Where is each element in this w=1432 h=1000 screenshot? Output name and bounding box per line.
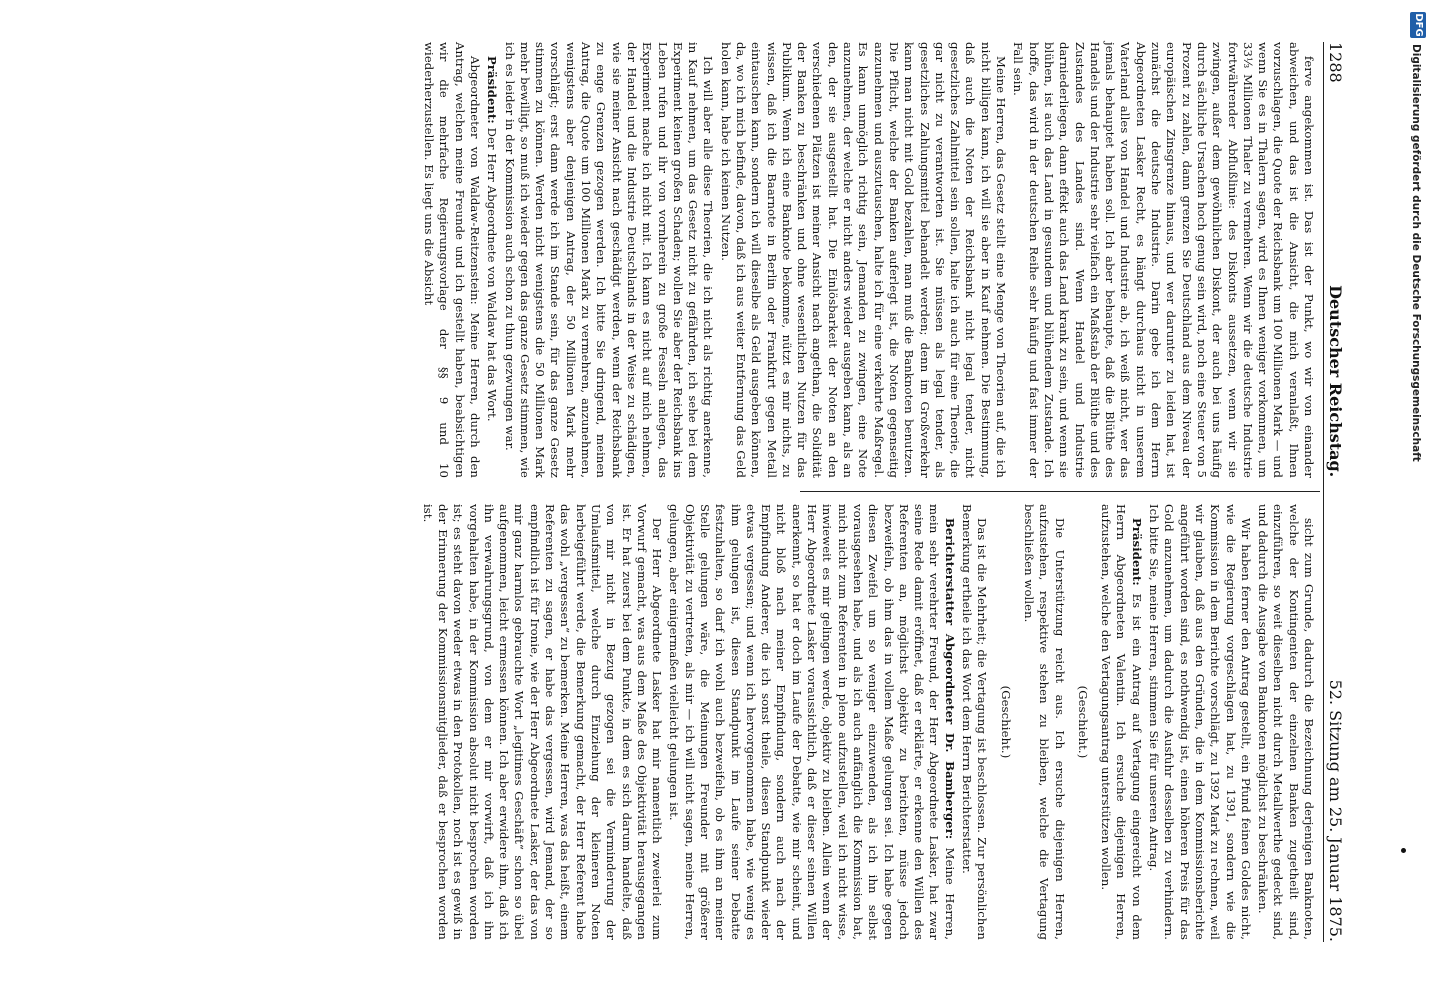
paragraph-text: Die Unterstützung reicht aus. Ich ersuche diejenigen Herren, aufzustehen, respektive stehen zu bleiben, welche die Vertagung beschließen wollen.	[1021, 504, 1067, 940]
paragraph-text: Es ist ein Antrag auf Vertagung eingereicht von dem Herrn Abgeordneten Valentin. Ich ersuche diejenigen Herren, aufzustehen, welche den Vertagungsantrag unterstützen wollen.	[1099, 504, 1144, 940]
paragraph-text: sicht zum Grunde, dadurch die Bezeichnung derjenigen Banknoten, welche der Kontingenten der einzelnen Banken zugetheilt sind, einzuführen, so weit dieselben nicht durch Metallwerthe gedeckt sind, und dadurch die Ausgabe von Banknoten möglichst zu beschränken.	[1256, 504, 1316, 940]
paragraph-text: (Geschieht.)	[1075, 685, 1090, 759]
paragraph	[717, 42, 1008, 478]
right-text-column	[420, 504, 1316, 940]
paragraph	[666, 504, 957, 940]
dfg-sidebar	[1408, 6, 1428, 996]
paragraph-text: Das ist die Mehrheit; die Vertagung ist beschlossen. Zur persönlichen Bemerkung ertheile ich das Wort dem Herrn Berichterstatter.	[960, 504, 990, 940]
paragraph-text: Meine Herren, mein sehr verehrter Freund, der Herr Abgeordnete Lasker, hat zwar seine Rede damit eröffnet, daß er erklärte, er erkenne den Willen des Referenten an, möglichst objektiv zu berichten, müsse jedoch bezweifeln, ob ihm das in vollem Maße gelungen sei. Ich habe gegen diesen Zweifel um so weniger einzuwenden, als ich ihn selbst vorausgesehen habe, und als ich auch anfänglich die Kommission bat, mich nicht zum Referenten in pleno aufzustellen, weil ich nicht wisse, inwieweit es mir gelingen werde, objektiv zu bleiben. Allein wenn der Herr Abgeordnete Lasker voraussichtlich, daß er dieser seinen Willen anerkennt, so hat er doch im Laufe der Debatte, wie mir scheint, und nicht bloß nach meiner Empfindung, sondern auch nach der Empfindung Anderer, die ich sonst theile, diesen Standpunkt wieder etwas vergessen; und wenn ich hervorgenommen habe, wie wenig es ihm gelungen ist, diesen Standpunkt im Laufe seiner Debatte festzuhalten, so darf ich wohl auch bezweifeln, ob es ihm an meiner Stelle gelungen wäre, die Meinungen Freunder mit größerer Objektivität zu vertreten, als mir — ich will nicht sagen, meine Herren, gelungen, aber einigermaßen vielleicht gelungen ist.	[667, 504, 957, 940]
paragraph	[1098, 504, 1144, 940]
paragraph	[1021, 504, 1067, 940]
column-divider	[800, 491, 1320, 492]
paragraph	[1010, 42, 1316, 478]
dfg-logo	[1410, 12, 1426, 38]
paragraph	[501, 42, 715, 478]
paragraph	[419, 504, 664, 940]
journal-title: Deutscher Reichstag.	[1326, 285, 1345, 478]
session-title: 52. Sitzung am 25. Januar 1875.	[1326, 679, 1345, 942]
left-text-column	[422, 42, 1316, 478]
paragraph-text: Ich will aber alle diese Theorien, die ich nicht als richtig anerkenne, in Kauf nehmen, um das Gesetz nicht zu gefährden, ich sehe bei dem Experiment keinen großen Schaden; wollen Sie aber der Reichsbank ins Leben rufen und ihr von vornherein zu große Fesseln anlegen, das Experiment mache ich nicht mit. Ich kann es nicht auf mich nehmen, der Handel und die Industrie Deutschlands in der Weise zu schädigen, wie sie meiner Ansicht nach geschädigt werden, wenn der Reichsbank zu enge Grenzen gezogen werden. Ich bitte Sie dringend, meinen Antrag, die Quote um 100 Millionen Mark zu vermehren, anzunehmen, wenigstens aber denjenigen Antrag, der 50 Millionen Mark mehr vorschlägt; erst dann werde ich im Stande sein, für das ganze Gesetz stimmen zu können. Werden nicht wenigstens die 50 Millionen Mark mehr bewilligt, so muß ich wieder gegen das ganze Gesetz stimmen, wie ich es leider in der Kommission auch schon zu thun gezwungen war.	[502, 42, 716, 478]
page-number: 1288	[1326, 42, 1345, 83]
rotated-newspaper-sheet	[0, 42, 1360, 942]
speaker-name: Berichterstatter Abgeordneter Dr. Bamberger:	[942, 518, 957, 840]
paragraph	[959, 504, 990, 940]
paragraph	[484, 42, 499, 478]
paragraph	[997, 504, 1012, 940]
paragraph	[1146, 504, 1253, 940]
page-header	[1323, 42, 1360, 942]
paragraph-text: Der Herr Abgeordnete von Waldaw hat das Wort.	[485, 127, 500, 422]
paragraph-text: Abgeordneter von Waldaw-Reitzenstein: Meine Herren, durch den Antrag, welchen meine Freunde und ich gestellt haben, beabsichtigen wir die mehrfache Regierungsvorlage der §§ 9 und 10 wiederherzustellen. Es liegt uns die Absicht	[422, 42, 482, 478]
dfg-logo-text: DFG	[1413, 13, 1424, 37]
paragraph-text: (Geschieht.)	[998, 685, 1013, 759]
paragraph	[1255, 504, 1316, 940]
paragraph-text: ferve angekommen ist. Das ist der Punkt, wo wir von einander abweichen, und das ist die Ansicht, die mich veranlaßt, Ihnen vorzuschlagen, die Quote der Reichsbank um 100 Millionen Mark — und wenn Sie es in Thalern sagen, wird es Ihnen weniger vorkommen, um 33⅓ Millionen Thaler zu vermehren. Wenn wir die deutsche Industrie fortwährender Abflußlinie: des Diskonts aussetzen, wenn wir sie zwingen, außer dem gewöhnlichen Diskont, der auch bei uns häufig durch sächliche Ursachen hoch genug sein wird, noch eine Steuer von 5 Prozent zu zahlen, dann grenzen Sie Deutschland aus dem Niveau der europäischen Zinsgrenze hinaus, und wer darunter zu leiden hat, ist zunächst die deutsche Industrie. Darin gebe ich dem Herrn Abgeordneten Lasker Recht, es hängt durchaus nicht in unserem Vaterland alles von Handel und Industrie ab, ich weiß nicht, wer das jemals behauptet haben soll. Ich aber behaupte, daß die Blüthe des Handels und der Industrie sehr vielfach ein Maßstab der Blüthe und des Zustandes des Landes sind. Wenn Handel und Industrie darniederliegen, dann effekt auch das Land krank zu sein, und wenn sie blühen, ist auch das Land in gesundem und blühendem Zustande. Ich hoffe, das wird in der deutschen Reihe sehr häufig und fast immer der Fall sein.	[1011, 42, 1316, 478]
scan-speck	[1401, 848, 1406, 853]
paragraph	[1075, 504, 1090, 940]
paragraph	[421, 42, 482, 478]
speaker-name: Präsident:	[1129, 518, 1144, 586]
paragraph-text: Der Herr Abgeordnete Lasker hat mir namentlich zweierlei zum Vorwurf gemacht, was aus dem Maße des Objektivität herausgegangen ist. Er hat zuerst bei dem Punkte, in dem es sich darum handelte, daß von mir nicht in Bezug gezogen sei die Verminderung der Umlaufsmittel, welche durch Einziehung der kleineren Noten herbeigeführt werde, die Bemerkung gemacht, der Herr Referent habe das wohl „vergessen“ zu bemerken. Meine Herren, was das heißt, einem Referenten zu sagen, er habe das vergessen, wird Jemand, der so empfindlich ist für Ironie, wie der Herr Abgeordnete Lasker, der das von mir ganz harmlos gebrauchte Wort „legitimes Geschäft“ schon so übel aufgenommen, leicht ermessen können. Ich aber erwidere ihm, daß ich ihn verwahrungsgrund, von dem er mir vorwirft, daß ich ihn vorgehalten habe, in der Kommission absolut nicht besprochen worden ist; es steht davon weder etwas in den Protokollen, noch ist es gewiß in der Erinnerung der Kommissionsmitglieder, daß er besprochen worden ist.	[420, 504, 665, 940]
dfg-funding-note: Digitalisierung gefördert durch die Deutsche Forschungsgemeinschaft	[1410, 44, 1422, 462]
paragraph-text: Wir haben ferner den Antrag gestellt, ein Pfund feinen Goldes nicht, wie die Regierung vorgeschlagen hat, zu 1391, sondern wie die Kommission in dem Berichte vorschlägt, zu 1392 Mark zu rechnen, weil wir glauben, daß aus den Gründen, die in dem Kommissionsberichte angeführt worden sind, es nothwendig ist, einen höheren Preis für das Gold anzunehmen, um dadurch die Ausfuhr desselben zu verhindern. Ich bitte Sie, meine Herren, stimmen Sie für unseren Antrag.	[1147, 504, 1253, 940]
speaker-name: Präsident:	[485, 56, 500, 124]
paragraph-text: Meine Herren, das Gesetz stellt eine Menge von Theorien auf, die ich nicht billigen kann, ich will sie aber in Kauf nehmen. Die Bestimmung, daß auch die Noten der Reichsbank nicht legal tender, nicht gesetzliches Zahlmittel sein sollen, halte ich auch für eine Theorie, die gar nicht zu verantworten ist. Sie müssen als legal tender, als gesetzliches Zahlungsmittel behandelt werden; denn im Großverkehr kann man nicht mit Gold bezahlen, man muß die Banknoten benutzen. Die Pflicht, welche der Banken auferlegt ist, die Noten gegenseitig anzunehmen und auszutauschen, halte ich für eine verkehrte Maßregel. Es kann unmöglich richtig sein, Jemanden zu zwingen, eine Note anzunehmen, der welche er nicht anders wieder ausgeben kann, als an den, der sie ausgestellt hat. Die Einlösbarkeit der Noten an den verschiedenen Plätzen ist meiner Ansicht nach angethan, die Solidität der Banken zu beschränken und ohne wesentlichen Nutzen für das Publikum. Wenn ich eine Banknote bekomme, nützt es mir nichts, zu wissen, daß ich die Baarnote in Berlin oder Frankfurt gegen Metall eintauschen kann, sondern ich will dieselbe als Geld ausgeben können, da, wo ich mich befinde, davon, daß ich aus weiter Entfernung das Geld holen kann, habe ich keinen Nutzen.	[718, 42, 1009, 478]
